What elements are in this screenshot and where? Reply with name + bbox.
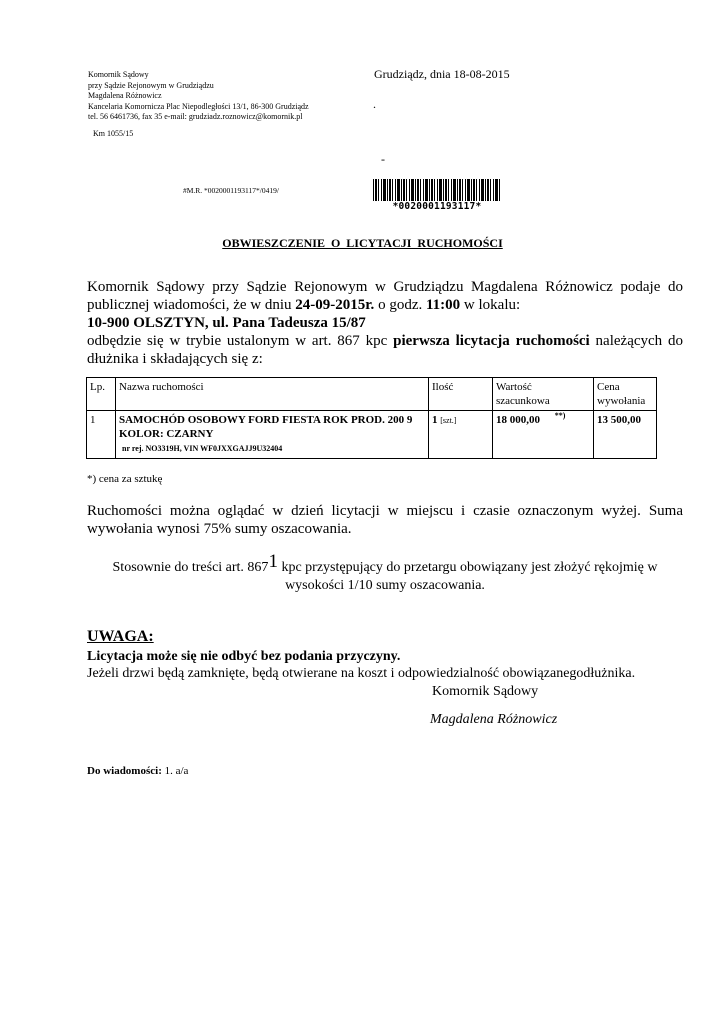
bailiff-letterhead — [88, 70, 309, 123]
barcode-text: *0020001193117* — [373, 201, 501, 212]
distribution-label: Do wiadomości: — [87, 765, 162, 777]
letterhead-line: Magdalena Różnowicz — [88, 91, 162, 100]
value-note: **) — [554, 411, 566, 420]
article-superscript: 1 — [268, 551, 278, 572]
cell-qty — [429, 411, 493, 459]
mark-dot: . — [373, 97, 376, 111]
mr-code: #M.R. *0020001193117*/0419/ — [183, 186, 279, 195]
letterhead-line: Kancelaria Komornicza Plac Niepodległości 13/1, 86-300 Grudziądz — [88, 101, 309, 111]
table-row — [87, 411, 657, 459]
item-registration: nr rej. NO3319H, VIN WF0JXXGAJJ9U32404 — [122, 444, 283, 453]
intro-paragraph — [87, 278, 683, 368]
deposit-paragraph — [87, 551, 683, 595]
items-table — [86, 377, 657, 459]
case-number: Km 1055/15 — [93, 129, 134, 138]
item-name: SAMOCHÓD OSOBOWY FORD FIESTA ROK PROD. 200 9 KOLOR: CZARNY — [119, 414, 413, 440]
intro-text: Komornik Sądowy przy Sądzie Rejonowym w Grudziądzu Magdalena Różnowicz podaje do publicznej wiadomości, że w dniu — [87, 279, 683, 313]
notice-line: Jeżeli drzwi będą zamknięte, będą otwierane na koszt i odpowiedzialność obowiązanegodłużnika. — [87, 666, 636, 681]
header-price: Cena wywołania — [594, 378, 657, 411]
distribution-value: 1. a/a — [161, 765, 189, 777]
signature-role: Komornik Sądowy — [432, 684, 539, 699]
mark-dash: - — [381, 152, 385, 166]
document-title: OBWIESZCZENIE O LICYTACJI RUCHOMOŚCI — [222, 236, 503, 250]
deposit-text: Stosownie do treści art. 867 — [112, 560, 269, 575]
header-lp: Lp. — [87, 378, 116, 411]
notice-heading: UWAGA: — [87, 628, 154, 645]
inspection-paragraph: Ruchomości można oglądać w dzień licytacji w miejscu i czasie oznaczonym wyżej. Suma wywołania wynosi 75% sumy oszacowania. — [87, 503, 683, 537]
intro-text: odbędzie się w trybie ustalonym w art. 867 kpc — [87, 333, 394, 349]
auction-time: 11:00 — [425, 297, 461, 313]
intro-text: należących do dłużnika i składających się z: — [87, 333, 683, 367]
auction-type: pierwsza licytacja ruchomości — [393, 333, 590, 349]
intro-text: o godz. — [374, 297, 426, 313]
cell-price — [594, 411, 657, 459]
letterhead-line: przy Sądzie Rejonowym w Grudziądzu — [88, 80, 214, 90]
qty-unit: [szt.] — [440, 416, 457, 425]
place-date: Grudziądz, dnia 18-08-2015 — [374, 67, 510, 81]
notice-line-bold: Licytacja może się nie odbyć bez podania przyczyny. — [87, 649, 401, 664]
cell-lp: 1 — [87, 411, 116, 459]
header-name: Nazwa ruchomości — [116, 378, 429, 411]
deposit-text: kpc przystępujący do przetargu obowiązany jest złożyć rękojmię w wysokości 1/10 sumy oszacowania. — [277, 560, 658, 593]
auction-date: 24-09-2015r. — [295, 297, 375, 313]
cell-value — [493, 411, 594, 459]
cell-name — [116, 411, 429, 459]
intro-text: w lokalu: — [460, 297, 521, 313]
header-qty: Ilość — [429, 378, 493, 411]
signature-name: Magdalena Różnowicz — [430, 712, 558, 727]
header-value: Wartość szacunkowa — [493, 378, 594, 411]
value-amount: 18 000,00 — [496, 414, 540, 426]
barcode — [373, 179, 501, 212]
price-amount: 13 500,00 — [597, 414, 641, 426]
distribution-list — [87, 765, 188, 777]
barcode-bars — [373, 179, 501, 203]
auction-address: 10-900 OLSZTYN, ul. Pana Tadeusza 15/87 — [87, 315, 366, 331]
footnote: *) cena za sztukę — [87, 473, 163, 485]
letterhead-line: Komornik Sądowy — [88, 70, 149, 79]
table-header-row — [87, 378, 657, 411]
letterhead-line: tel. 56 6461736, fax 35 e-mail: grudziadz.roznowicz@komornik.pl — [88, 112, 303, 121]
qty-value: 1 — [432, 414, 438, 426]
